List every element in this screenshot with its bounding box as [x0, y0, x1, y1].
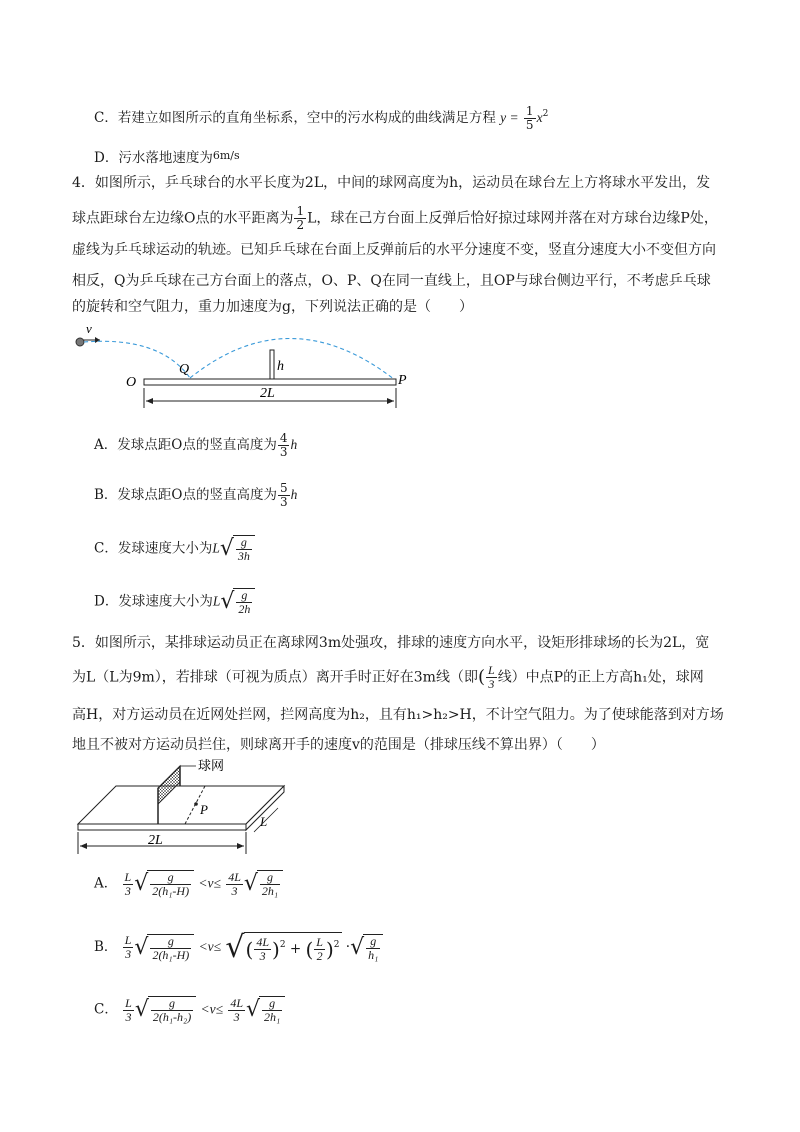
prev-option-d-text: D．污水落地速度为 [94, 150, 213, 166]
prev-option-c-eq-lhs: y = [500, 110, 519, 125]
fraction-numerator: 1 [296, 204, 305, 218]
q4-option-c[interactable] [94, 535, 255, 563]
option-b-label: B． [94, 939, 118, 955]
option-c-l: L [212, 540, 220, 556]
fraction-numerator: 4L [228, 869, 241, 884]
q4-line-1: 4．如图所示，乒乓球台的水平长度为2L，中间的球网高度为h，运动员在球台左上方将球水平发出，发 [72, 175, 711, 191]
option-d-l: L [212, 593, 221, 609]
length-left-arrowhead-icon [80, 843, 87, 849]
point-p-label: P [398, 373, 407, 388]
q5-option-c[interactable]: C． $\frac{L}{3}$ √ $\frac{g}{\text{2(h₁-h₂)}}$ <v≤ $\frac{4L}{3}$ √ $\frac{g}{\text{2h₁}}$ [94, 996, 285, 1024]
q4-option-a[interactable] [94, 432, 297, 459]
dimension-left-arrowhead-icon [146, 398, 153, 404]
q5-volleyball-court-figure [72, 758, 302, 858]
prev-option-d [94, 146, 240, 168]
ball-icon [76, 338, 84, 346]
fraction-denominator: 2(h₁-h₂) [152, 1010, 192, 1024]
velocity-label: v [86, 321, 92, 336]
dimension-right-arrowhead-icon [387, 398, 394, 404]
net-label: 球网 [198, 758, 225, 773]
fraction-numerator: g [260, 871, 280, 885]
q4-line-2 [72, 205, 718, 232]
trajectory-second-arc [190, 338, 395, 380]
q5-option-a[interactable]: A． $\frac{L}{3}$ √ $\frac{g}{\text{2(h₁-H)}}$ <v≤ $\frac{4L}{3}$ √ $\frac{g}{\text{2h₁}}$ [94, 870, 283, 898]
court-front-side [78, 824, 246, 830]
prev-option-d-value: 6m/s [212, 149, 240, 162]
q4-option-d[interactable] [94, 588, 255, 616]
option-d-text: D．发球速度大小为 [94, 593, 213, 610]
fraction-denominator: 3 [124, 883, 131, 898]
option-a-fraction [278, 432, 290, 459]
option-a-label: A． [94, 875, 118, 892]
q4-line-2-a: 球点距球台左边缘O点的水平距离为 [72, 210, 294, 227]
point-p-dot [194, 802, 198, 806]
q4-half-fraction [294, 205, 306, 232]
q5-line-2-a: 为L（L为9m），若排球（可视为质点）离开手时正好在3m线（即 [72, 669, 478, 686]
sqrt-sign: √ [219, 536, 234, 561]
fraction-denominator: 3 [125, 1009, 132, 1024]
option-c-inequality: <v≤ [200, 1001, 224, 1017]
fraction-denominator: 5 [525, 118, 534, 132]
prev-option-c-eq-x: x [536, 110, 543, 125]
option-d-radicand [233, 588, 255, 616]
prev-option-c [94, 104, 548, 132]
option-b-variable: h [290, 487, 298, 502]
multiply-dot: · [345, 939, 351, 955]
option-a-variable: h [290, 437, 298, 452]
fraction-numerator: L [125, 995, 132, 1010]
fraction-numerator: L [124, 933, 132, 947]
prev-option-c-text: C．若建立如图所示的直角坐标系，空中的污水构成的曲线满足方程 [94, 110, 496, 126]
sqrt-sign: √ [220, 589, 235, 614]
point-o-label: O [126, 375, 137, 390]
fraction-denominator: 2 [316, 949, 323, 963]
fraction-denominator: 2h [238, 602, 251, 616]
q5-third-fraction [486, 664, 497, 691]
fraction-numerator: 5 [280, 481, 288, 495]
fraction-denominator: 3 [488, 677, 495, 691]
fraction-denominator: 2h₁ [264, 1010, 281, 1024]
fraction-denominator: 2(h₁-H) [152, 884, 190, 898]
q5-option-b[interactable]: B． $\frac{L}{3}$ √ $\frac{g}{\text{2(h₁-H)}}$ <v≤ √( $\frac{4L}{3}$ )$^2$ + ( $\frac{L}{2}$ )$^2$ ·√ $\frac{g}{\text{h₁}}$ [94, 932, 383, 963]
prev-option-c-fraction [524, 105, 536, 132]
fraction-numerator: L [488, 663, 495, 677]
fraction-denominator: h₁ [368, 947, 379, 962]
fraction-denominator: 2 [296, 218, 305, 232]
fraction-numerator: g [366, 935, 380, 949]
fraction-denominator: 2(h₁-H) [152, 947, 190, 962]
prev-option-c-eq-power: 2 [542, 109, 549, 119]
q5-line-3: 高H，对方运动员在近网处拦网，拦网高度为h₂，且有h₁>h₂>H，不计空气阻力。为了使球能落到对方场 [72, 707, 724, 723]
q5-line-2-b: 线）中点P的正上方高h₁处，球网 [497, 669, 704, 686]
q5-line-2: 为L（L为9m），若排球（可视为质点）离开手时正好在3m线（即( $\frac{L}{3}$ 线）中点P的正上方高h₁处，球网 [72, 663, 704, 691]
court-width-label: L [260, 814, 268, 829]
net-post [270, 350, 274, 380]
q5-line-4: 地且不被对方运动员拦住，则球离开手的速度v的范围是（排球压线不算出界）（ ） [72, 737, 605, 753]
q4-line-4: 相反，Q为乒乓球在己方台面上的落点，O、P、Q在同一直线上，且OP与球台侧边平行，不考虑乒乓球 [72, 273, 711, 289]
fraction-numerator: g [150, 871, 191, 885]
q4-option-b[interactable] [94, 482, 297, 509]
fraction-numerator: L [316, 935, 323, 949]
fraction-numerator: g [151, 997, 193, 1011]
trajectory-first-arc [84, 341, 190, 378]
fraction-denominator: 3 [279, 445, 288, 459]
point-q-label: Q [179, 362, 190, 377]
fraction-denominator: 3h [237, 549, 250, 563]
fraction-denominator: 3 [125, 947, 132, 961]
fraction-numerator: g [150, 935, 191, 949]
option-a-text: A．发球点距O点的竖直高度为 [94, 437, 277, 453]
option-b-fraction [278, 482, 290, 509]
power: 2 [333, 940, 340, 950]
fraction-denominator: 2h₁ [261, 884, 279, 898]
fraction-denominator: 3 [231, 883, 238, 898]
fraction-numerator: 4L [230, 995, 243, 1010]
q4-table-tennis-figure [70, 318, 420, 418]
q5-line-1: 5．如图所示，某排球运动员正在离球网3m处强攻，排球的速度方向水平，设矩形排球场的长为2L，宽 [72, 635, 710, 651]
fraction-numerator: 4 [279, 431, 288, 445]
fraction-denominator: 3 [233, 1009, 240, 1024]
point-p-label: P [200, 802, 208, 817]
velocity-arrowhead-icon [95, 337, 100, 343]
fraction-numerator: 1 [525, 104, 534, 118]
option-c-radicand [233, 535, 255, 563]
option-b-inequality: <v≤ [198, 939, 222, 954]
fraction-numerator: g [236, 589, 252, 603]
fraction-numerator: 4L [256, 935, 269, 949]
q4-line-2-b: L，球在己方台面上反弹后恰好掠过球网并落在对方球台边缘P处， [307, 210, 718, 227]
length-right-arrowhead-icon [237, 843, 244, 849]
net-height-label: h [277, 359, 284, 374]
fraction-denominator: 3 [259, 949, 266, 963]
power: 2 [279, 940, 286, 950]
option-b-text: B．发球点距O点的竖直高度为 [94, 487, 277, 503]
fraction-denominator: 3 [280, 495, 288, 509]
q4-line-5: 的旋转和空气阻力，重力加速度为g，下列说法正确的是（ ） [72, 299, 473, 315]
table-length-label: 2L [260, 386, 275, 401]
fraction-numerator: g [262, 997, 282, 1011]
fraction-numerator: L [124, 869, 132, 884]
court-length-label: 2L [148, 833, 163, 848]
table-top [144, 379, 396, 385]
fraction-numerator: g [236, 536, 252, 550]
option-c-label: C． [94, 1001, 118, 1018]
option-c-text: C．发球速度大小为 [94, 540, 213, 557]
q4-line-3: 虚线为乒乓球运动的轨迹。已知乒乓球在台面上反弹前后的水平分速度不变，竖直分速度大小不变但方向 [72, 242, 716, 258]
option-a-inequality: <v≤ [198, 875, 221, 891]
